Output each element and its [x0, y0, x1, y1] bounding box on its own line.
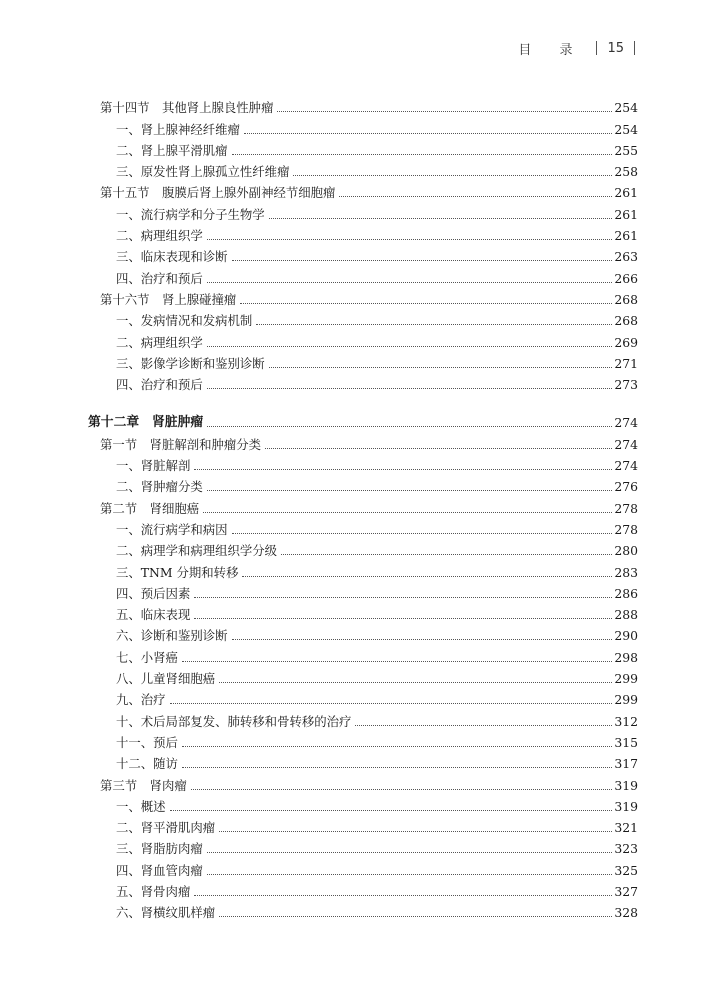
toc-entry-page: 327	[614, 883, 638, 899]
toc-item[interactable]	[88, 580, 638, 601]
toc-item[interactable]	[88, 537, 638, 558]
dot-leader	[194, 618, 612, 619]
toc-entry-page: 268	[614, 291, 638, 307]
toc-item[interactable]	[88, 371, 638, 392]
toc-entry-page: 261	[614, 228, 638, 244]
dot-leader	[219, 682, 612, 683]
toc-entry-page: 299	[614, 692, 638, 708]
toc-entry-label: 二、肾上腺平滑肌瘤	[116, 142, 228, 158]
toc-entry-page: 274	[614, 415, 638, 431]
toc-entry-label: 三、影像学诊断和鉴别诊断	[116, 355, 265, 371]
dot-leader	[194, 895, 612, 896]
toc-item[interactable]	[88, 835, 638, 856]
dot-leader	[232, 260, 613, 261]
dot-leader	[232, 533, 613, 534]
dot-leader	[293, 175, 612, 176]
dot-leader	[219, 916, 612, 917]
toc-entry-label: 八、儿童肾细胞癌	[116, 671, 216, 687]
toc-entry-label: 五、肾骨肉瘤	[116, 883, 191, 899]
toc-entry-page: 274	[614, 436, 638, 452]
toc-entry-page: 323	[614, 841, 638, 857]
toc-item[interactable]	[88, 899, 638, 920]
dot-leader	[232, 154, 613, 155]
toc-entry-label: 三、原发性肾上腺孤立性纤维瘤	[116, 164, 290, 180]
toc-entry-label: 一、概述	[116, 798, 166, 814]
toc-entry-page: 254	[614, 100, 638, 116]
toc-section[interactable]	[88, 179, 638, 200]
toc-entry-page: 312	[614, 713, 638, 729]
toc-entry-label: 三、临床表现和诊断	[116, 249, 228, 265]
dot-leader	[265, 448, 612, 449]
dot-leader	[207, 239, 613, 240]
dot-leader	[269, 367, 613, 368]
toc-entry-page: 298	[614, 649, 638, 665]
toc-entry-label: 九、治疗	[116, 692, 166, 708]
toc-entry-label: 二、肾肿瘤分类	[116, 479, 203, 495]
toc-item[interactable]	[88, 328, 638, 349]
toc-entry-page: 317	[614, 756, 638, 772]
toc-item[interactable]	[88, 558, 638, 579]
toc-entry-page: 261	[614, 206, 638, 222]
toc-entry-page: 328	[614, 905, 638, 921]
toc-entry-label: 一、流行病学和分子生物学	[116, 206, 265, 222]
toc-entry-label: 第十四节 其他肾上腺良性肿瘤	[100, 100, 274, 116]
toc-entry-page: 290	[614, 628, 638, 644]
header-divider	[634, 41, 635, 55]
toc-entry-page: 254	[614, 121, 638, 137]
toc-entry-label: 一、发病情况和发病机制	[116, 313, 253, 329]
dot-leader	[355, 725, 612, 726]
toc-item[interactable]	[88, 350, 638, 371]
toc-entry-label: 三、肾脂肪肉瘤	[116, 841, 203, 857]
toc-section[interactable]	[88, 494, 638, 515]
toc-entry-page: 278	[614, 521, 638, 537]
dot-leader	[170, 703, 613, 704]
running-header	[518, 38, 645, 58]
dot-leader	[219, 831, 612, 832]
dot-leader	[191, 789, 613, 790]
toc-entry-label: 二、病理组织学	[116, 228, 203, 244]
toc-entry-page: 283	[614, 564, 638, 580]
toc-item[interactable]	[88, 686, 638, 707]
toc-item[interactable]	[88, 115, 638, 136]
toc-entry-label: 一、肾脏解剖	[116, 458, 191, 474]
toc-entry-label: 第一节 肾脏解剖和肿瘤分类	[100, 436, 262, 452]
toc-entry-page: 288	[614, 607, 638, 623]
dot-leader	[207, 426, 612, 427]
header-title: 目 录	[518, 42, 585, 58]
toc-item[interactable]	[88, 200, 638, 221]
toc-section[interactable]	[88, 430, 638, 451]
toc-entry-label: 二、肾平滑肌肉瘤	[116, 820, 216, 836]
toc-entry-label: 三、TNM 分期和转移	[116, 564, 239, 580]
dot-leader	[182, 767, 612, 768]
toc-item[interactable]	[88, 601, 638, 622]
dot-leader	[170, 810, 613, 811]
toc-entry-page: 269	[614, 334, 638, 350]
dot-leader	[256, 324, 612, 325]
toc-entry-label: 四、治疗和预后	[116, 270, 203, 286]
toc-entry-page: 319	[614, 777, 638, 793]
toc-entry-label: 第十二章 肾脏肿瘤	[88, 415, 204, 431]
toc-entry-label: 二、病理学和病理组织学分级	[116, 543, 278, 559]
dot-leader	[207, 490, 613, 491]
toc-item[interactable]	[88, 473, 638, 494]
toc-entry-label: 十、术后局部复发、肺转移和骨转移的治疗	[116, 713, 352, 729]
dot-leader	[207, 388, 613, 389]
toc-entry-label: 第三节 肾肉瘤	[100, 777, 187, 793]
dot-leader	[269, 218, 613, 219]
dot-leader	[281, 554, 612, 555]
toc-item[interactable]	[88, 243, 638, 264]
toc-chapter[interactable]	[88, 409, 638, 430]
table-of-contents	[88, 94, 638, 920]
dot-leader	[194, 597, 612, 598]
dot-leader	[182, 746, 612, 747]
toc-item[interactable]	[88, 452, 638, 473]
toc-entry-page: 274	[614, 458, 638, 474]
toc-entry-label: 四、预后因素	[116, 585, 191, 601]
toc-entry-label: 七、小肾癌	[116, 649, 178, 665]
toc-section[interactable]	[88, 94, 638, 115]
toc-entry-label: 六、诊断和鉴别诊断	[116, 628, 228, 644]
toc-item[interactable]	[88, 665, 638, 686]
toc-item[interactable]	[88, 750, 638, 771]
toc-entry-page: 268	[614, 313, 638, 329]
toc-entry-page: 299	[614, 671, 638, 687]
toc-entry-label: 十二、随访	[116, 756, 178, 772]
toc-item[interactable]	[88, 729, 638, 750]
toc-entry-page: 273	[614, 377, 638, 393]
dot-leader	[182, 661, 612, 662]
toc-item[interactable]	[88, 516, 638, 537]
toc-item[interactable]	[88, 264, 638, 285]
toc-item[interactable]	[88, 622, 638, 643]
dot-leader	[207, 852, 613, 853]
toc-entry-page: 321	[614, 820, 638, 836]
toc-entry-page: 325	[614, 862, 638, 878]
dot-leader	[244, 133, 612, 134]
toc-entry-page: 286	[614, 585, 638, 601]
toc-item[interactable]	[88, 814, 638, 835]
section-gap	[88, 392, 638, 409]
toc-item[interactable]	[88, 222, 638, 243]
header-divider	[596, 41, 597, 55]
toc-entry-label: 四、肾血管肉瘤	[116, 862, 203, 878]
toc-entry-page: 315	[614, 734, 638, 750]
dot-leader	[194, 469, 612, 470]
header-page-number: 15	[607, 40, 624, 56]
dot-leader	[207, 282, 613, 283]
toc-entry-page: 258	[614, 164, 638, 180]
toc-section[interactable]	[88, 286, 638, 307]
toc-entry-page: 276	[614, 479, 638, 495]
dot-leader	[242, 576, 612, 577]
toc-entry-label: 六、肾横纹肌样瘤	[116, 905, 216, 921]
dot-leader	[277, 111, 612, 112]
toc-entry-label: 五、临床表现	[116, 607, 191, 623]
toc-item[interactable]	[88, 878, 638, 899]
toc-entry-label: 第十五节 腹膜后肾上腺外副神经节细胞瘤	[100, 185, 336, 201]
toc-entry-label: 四、治疗和预后	[116, 377, 203, 393]
toc-item[interactable]	[88, 856, 638, 877]
dot-leader	[232, 639, 613, 640]
toc-entry-page: 280	[614, 543, 638, 559]
toc-entry-label: 第十六节 肾上腺碰撞瘤	[100, 291, 237, 307]
toc-entry-page: 278	[614, 500, 638, 516]
dot-leader	[207, 346, 613, 347]
toc-item[interactable]	[88, 158, 638, 179]
toc-entry-page: 255	[614, 142, 638, 158]
dot-leader	[207, 874, 613, 875]
dot-leader	[203, 512, 612, 513]
toc-entry-page: 319	[614, 798, 638, 814]
toc-item[interactable]	[88, 307, 638, 328]
dot-leader	[240, 303, 612, 304]
toc-item[interactable]	[88, 707, 638, 728]
toc-entry-label: 二、病理组织学	[116, 334, 203, 350]
toc-section[interactable]	[88, 771, 638, 792]
toc-entry-page: 266	[614, 270, 638, 286]
toc-entry-label: 一、肾上腺神经纤维瘤	[116, 121, 240, 137]
toc-entry-label: 一、流行病学和病因	[116, 521, 228, 537]
toc-item[interactable]	[88, 643, 638, 664]
toc-entry-page: 263	[614, 249, 638, 265]
toc-entry-page: 261	[614, 185, 638, 201]
dot-leader	[339, 196, 612, 197]
toc-item[interactable]	[88, 137, 638, 158]
toc-entry-label: 十一、预后	[116, 734, 178, 750]
toc-entry-label: 第二节 肾细胞癌	[100, 500, 200, 516]
toc-entry-page: 271	[614, 355, 638, 371]
toc-item[interactable]	[88, 793, 638, 814]
